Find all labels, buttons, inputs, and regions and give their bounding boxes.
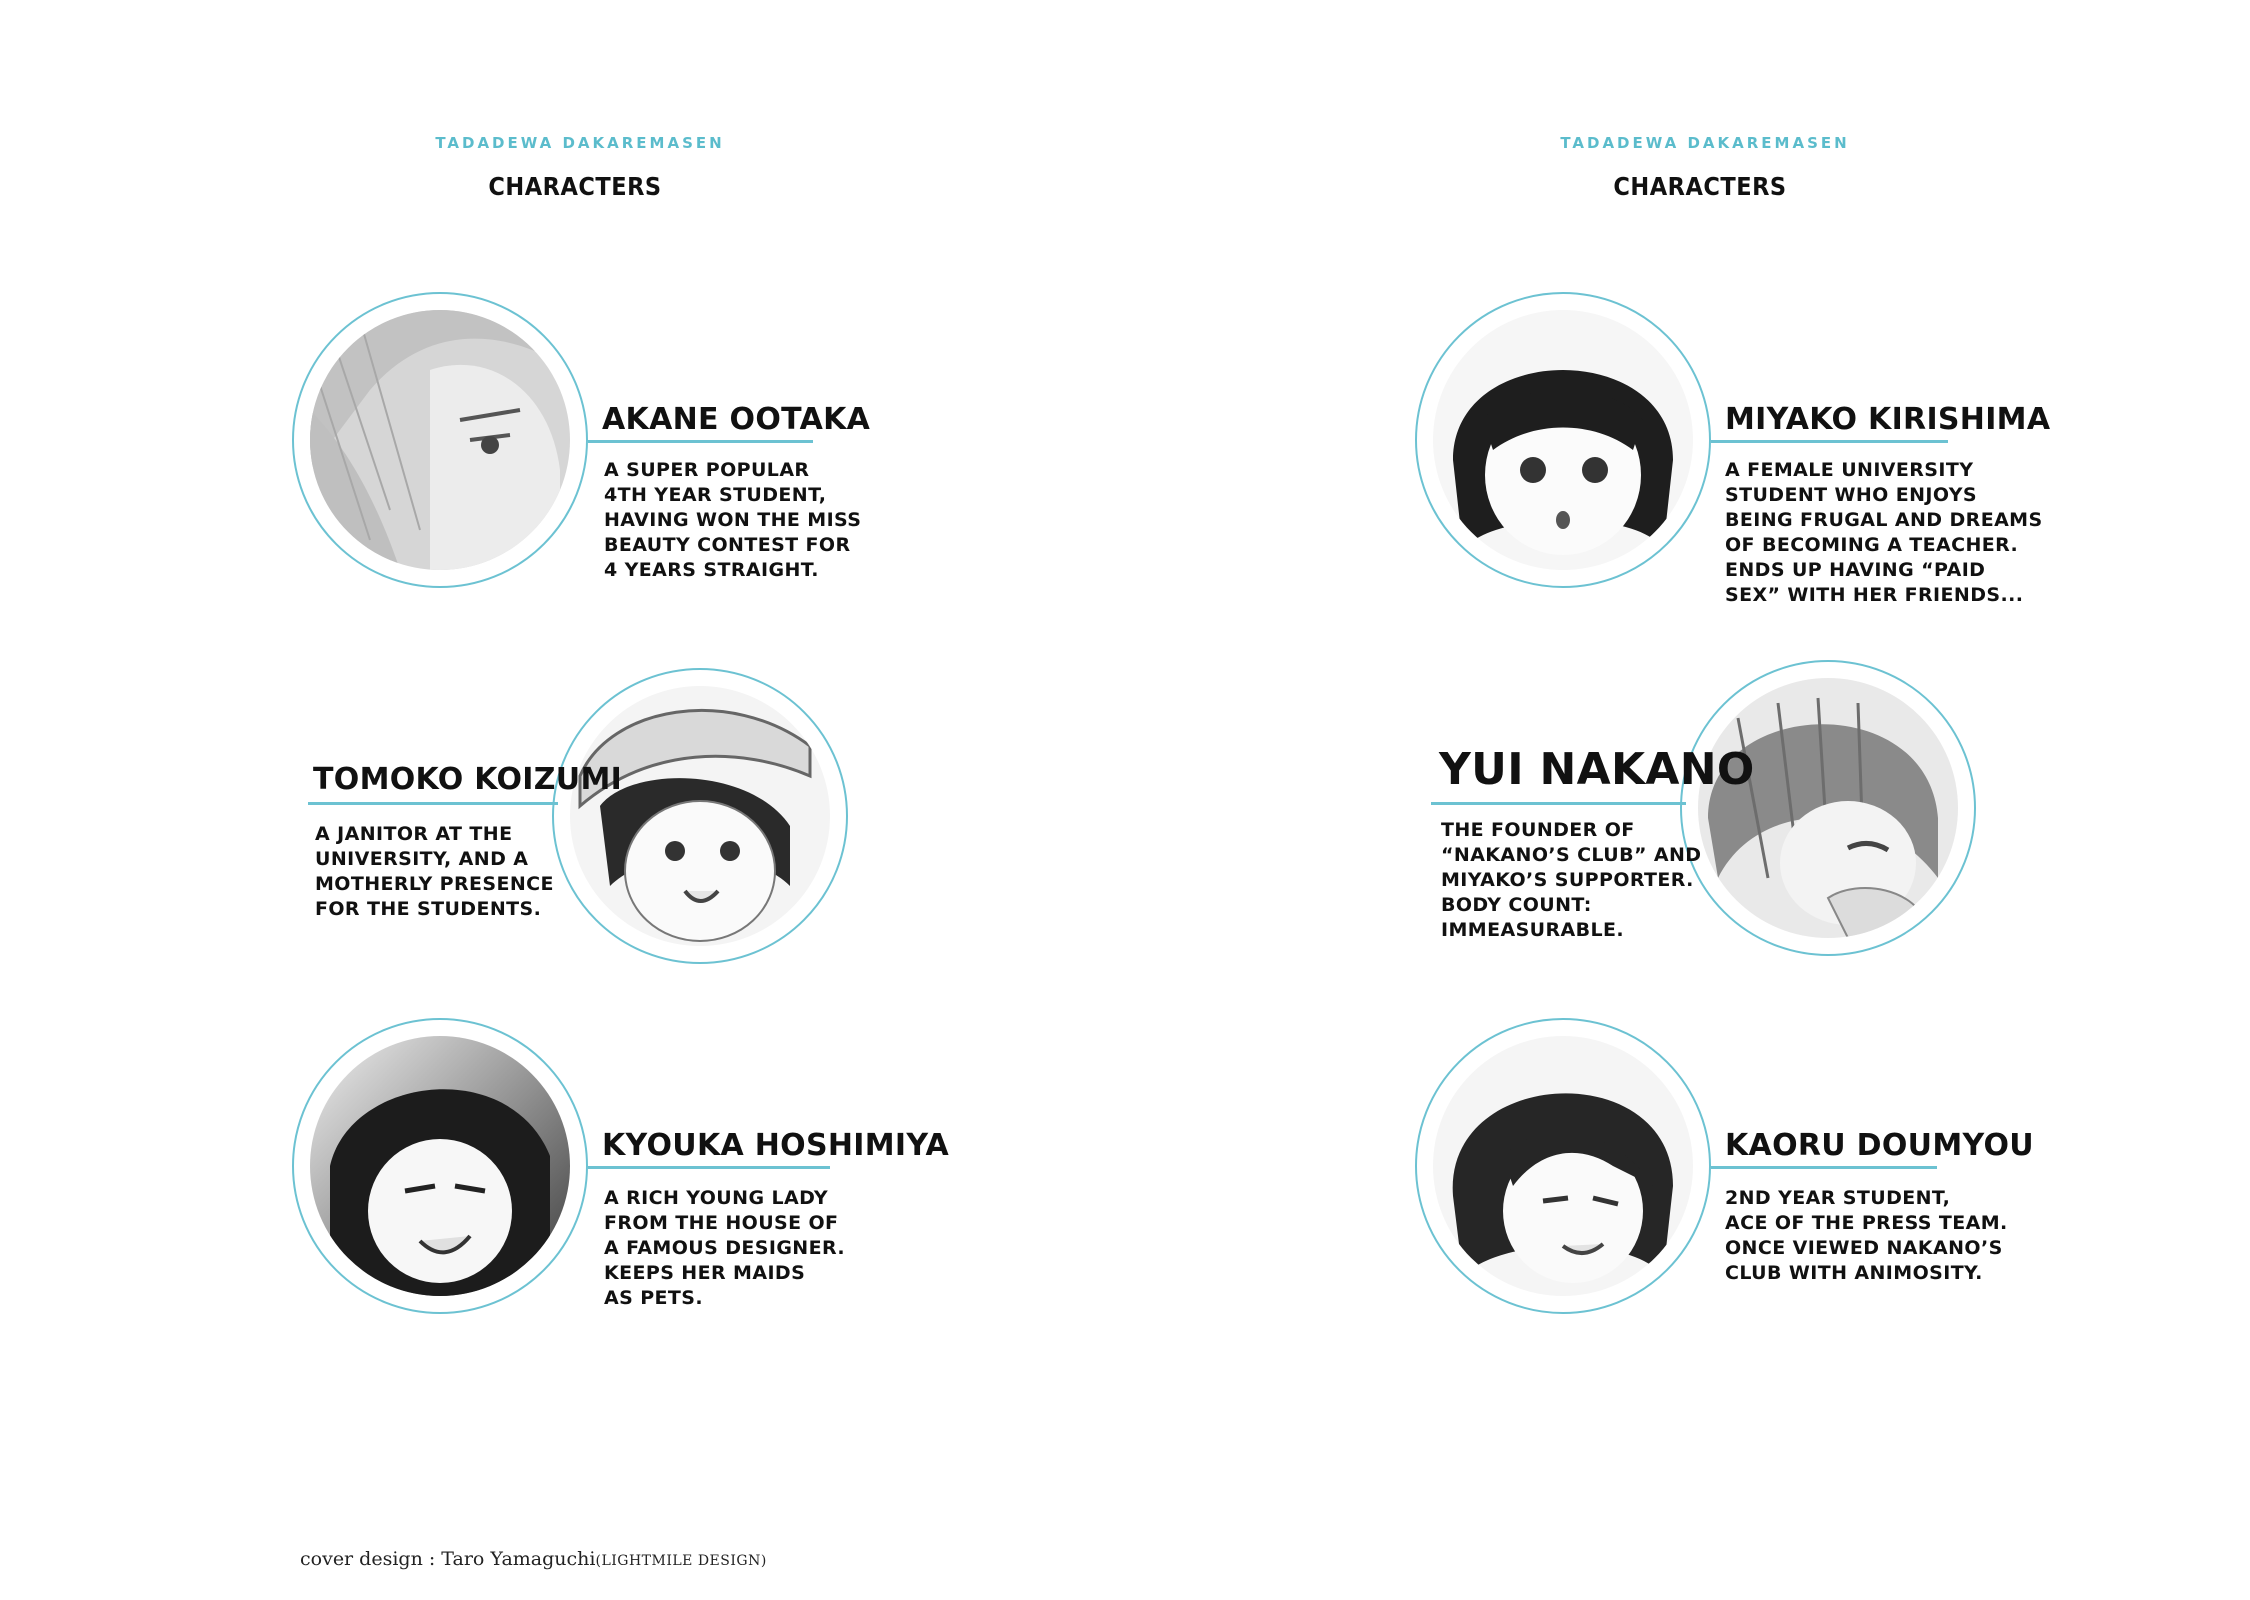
portrait-illustration (310, 1036, 570, 1296)
name-underline (1431, 802, 1686, 805)
character-description: A FEMALE UNIVERSITY STUDENT WHO ENJOYS BEING FRUGAL AND DREAMS OF BECOMING A TEACHER. ENDS UP HAVING “PAID SEX” WITH HER FRIENDS... (1725, 459, 2043, 606)
portrait-miyako-kirishima (1415, 292, 1711, 588)
portrait-illustration (310, 310, 570, 570)
name-underline (588, 440, 813, 443)
credit-text: cover design : Taro Yamaguchi (300, 1548, 596, 1570)
character-name: YUI NAKANO (1439, 744, 1755, 795)
portrait-illustration (1433, 1036, 1693, 1296)
character-name: AKANE OOTAKA (602, 402, 871, 437)
series-title: TADADEWA DAKAREMASEN (435, 134, 725, 152)
character-name: TOMOKO KOIZUMI (313, 762, 623, 797)
character-description: THE FOUNDER OF “NAKANO’S CLUB” AND MIYAKO’S SUPPORTER. BODY COUNT: IMMEASURABLE. (1441, 819, 1702, 941)
portrait-illustration (1433, 310, 1693, 570)
portrait-akane-ootaka (292, 292, 588, 588)
cover-design-credit (300, 1548, 767, 1570)
character-name: KAORU DOUMYOU (1725, 1128, 2034, 1163)
portrait-kyouka-hoshimiya (292, 1018, 588, 1314)
name-underline (308, 802, 558, 805)
character-name: MIYAKO KIRISHIMA (1725, 402, 2051, 437)
portrait-yui-nakano (1680, 660, 1976, 956)
name-underline (1711, 440, 1948, 443)
right-page (1125, 0, 2250, 1600)
portrait-illustration (570, 686, 830, 946)
section-heading: CHARACTERS (1613, 172, 1787, 201)
series-title: TADADEWA DAKAREMASEN (1560, 134, 1850, 152)
name-underline (1711, 1166, 1937, 1169)
credit-studio: (LIGHTMILE DESIGN) (595, 1553, 767, 1569)
character-description: 2ND YEAR STUDENT, ACE OF THE PRESS TEAM. ONCE VIEWED NAKANO’S CLUB WITH ANIMOSITY. (1725, 1187, 2008, 1284)
character-name: KYOUKA HOSHIMIYA (602, 1128, 950, 1163)
portrait-kaoru-doumyou (1415, 1018, 1711, 1314)
section-heading: CHARACTERS (488, 172, 662, 201)
character-description: A RICH YOUNG LADY FROM THE HOUSE OF A FAMOUS DESIGNER. KEEPS HER MAIDS AS PETS. (604, 1187, 845, 1309)
portrait-tomoko-koizumi (552, 668, 848, 964)
character-description: A JANITOR AT THE UNIVERSITY, AND A MOTHERLY PRESENCE FOR THE STUDENTS. (315, 823, 554, 920)
portrait-illustration (1698, 678, 1958, 938)
name-underline (588, 1166, 830, 1169)
character-description: A SUPER POPULAR 4TH YEAR STUDENT, HAVING WON THE MISS BEAUTY CONTEST FOR 4 YEARS STRAIGHT. (604, 459, 862, 581)
